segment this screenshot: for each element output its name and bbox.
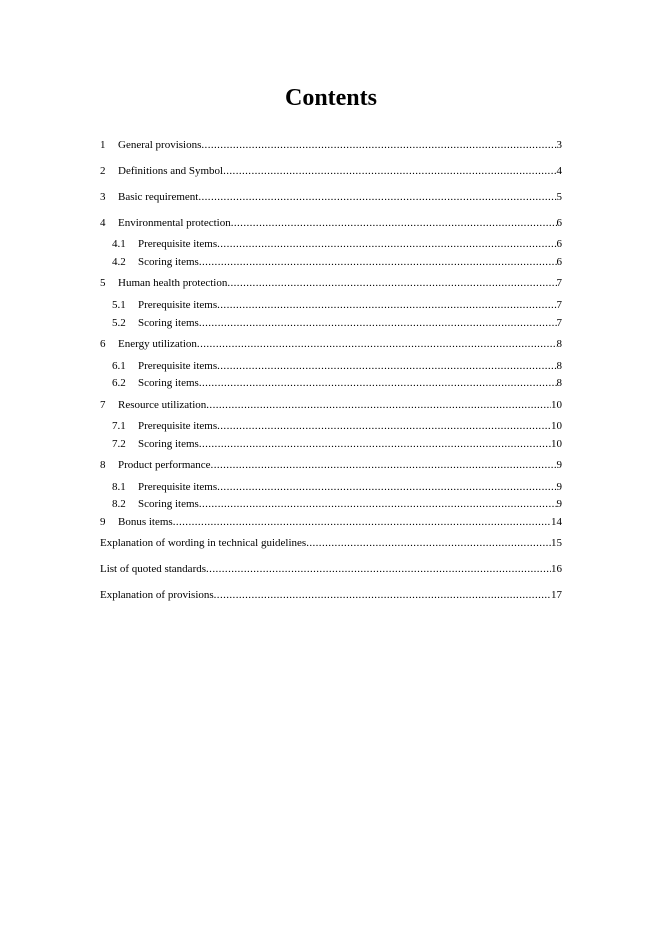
toc-dot-leader [306,536,551,550]
toc-entry-page: 14 [551,516,562,528]
toc-entry-label: Prerequisite items [138,299,218,311]
toc-entry-page: 5 [556,191,562,203]
toc-entry-page: 6 [556,238,562,250]
toc-dot-leader [217,237,556,251]
toc-entry-label: Prerequisite items [138,481,218,493]
toc-entry-label: Environmental protection [118,217,231,229]
toc-entry-label: Prerequisite items [138,360,218,372]
toc-entry-page: 7 [556,299,562,311]
toc-entry-page: 9 [556,459,562,471]
toc-entry-5[interactable] [100,276,562,290]
toc-entry-number: 3 [100,191,106,203]
toc-dot-leader [227,276,556,290]
toc-entry-label: Scoring items [138,317,199,329]
toc-dot-leader [217,480,556,494]
toc-entry-page: 7 [556,317,562,329]
toc-entry-4[interactable] [100,216,562,230]
toc-entry-number: 1 [100,139,106,151]
toc-dot-leader [217,298,556,312]
toc-entry-number: 5 [100,277,106,289]
toc-entry-number: 6.1 [112,360,126,372]
page-title: Contents [284,85,377,111]
toc-entry-page: 3 [556,139,562,151]
toc-entry-page: 10 [551,399,562,411]
toc-entry-5-1[interactable] [112,298,562,312]
toc-entry-label: Explanation of provisions [100,589,214,601]
toc-dot-leader [217,419,551,433]
toc-entry-7[interactable] [100,398,562,412]
toc-entry-label: Scoring items [138,377,199,389]
toc-entry-page: 8 [556,338,562,350]
toc-dot-leader [199,316,557,330]
toc-entry-explanation-of-provisions[interactable] [100,588,562,602]
toc-entry-page: 9 [556,498,562,510]
toc-entry-4-2[interactable] [112,255,562,269]
toc-entry-number: 8.1 [112,481,126,493]
toc-entry-page: 10 [551,420,562,432]
toc-entry-page: 7 [556,277,562,289]
toc-dot-leader [206,398,551,412]
toc-entry-label: Definitions and Symbol [118,165,224,177]
toc-entry-number: 8 [100,459,106,471]
toc-dot-leader [231,216,557,230]
toc-entry-page: 8 [556,360,562,372]
toc-dot-leader [197,337,557,351]
toc-dot-leader [217,359,556,373]
toc-entry-2[interactable] [100,164,562,178]
toc-entry-label: Energy utilization [118,338,197,350]
toc-entry-label: Prerequisite items [138,420,218,432]
toc-entry-number: 6 [100,338,106,350]
toc-entry-page: 17 [551,589,562,601]
toc-entry-number: 6.2 [112,377,126,389]
toc-entry-number: 7.1 [112,420,126,432]
toc-entry-label: Scoring items [138,498,199,510]
toc-entry-label: Prerequisite items [138,238,218,250]
toc-entry-page: 6 [556,217,562,229]
toc-entry-label: Human health protection [118,277,228,289]
toc-entry-number: 4 [100,217,106,229]
toc-dot-leader [199,255,557,269]
toc-entry-number: 8.2 [112,498,126,510]
toc-entry-8-1[interactable] [112,480,562,494]
toc-entry-number: 5.2 [112,317,126,329]
toc-entry-page: 10 [551,438,562,450]
table-of-contents [100,0,562,936]
toc-entry-page: 6 [556,256,562,268]
toc-dot-leader [214,588,551,602]
toc-entry-5-2[interactable] [112,316,562,330]
toc-entry-6-1[interactable] [112,359,562,373]
toc-dot-leader [198,190,556,204]
toc-entry-page: 15 [551,537,562,549]
toc-entry-quoted-standards[interactable] [100,562,562,576]
toc-entry-label: Basic requirement [118,191,199,203]
toc-dot-leader [199,437,551,451]
toc-entry-page: 9 [556,481,562,493]
toc-entry-number: 4.1 [112,238,126,250]
toc-entry-8-2[interactable] [112,497,562,511]
toc-entry-label: List of quoted standards [100,563,207,575]
toc-entry-7-2[interactable] [112,437,562,451]
toc-entry-4-1[interactable] [112,237,562,251]
toc-entry-label: Bonus items [118,516,173,528]
toc-entry-label: Scoring items [138,438,199,450]
toc-dot-leader [173,515,551,529]
toc-entry-number: 7.2 [112,438,126,450]
toc-entry-page: 8 [556,377,562,389]
toc-entry-6-2[interactable] [112,376,562,390]
toc-entry-1[interactable] [100,138,562,152]
toc-entry-label: Explanation of wording in technical guidelines [100,537,307,549]
toc-entry-label: Scoring items [138,256,199,268]
toc-entry-6[interactable] [100,337,562,351]
toc-entry-9[interactable] [100,515,562,529]
toc-dot-leader [199,376,557,390]
toc-entry-page: 16 [551,563,562,575]
toc-entry-8[interactable] [100,458,562,472]
toc-entry-7-1[interactable] [112,419,562,433]
toc-entry-number: 7 [100,399,106,411]
toc-entry-number: 9 [100,516,106,528]
toc-dot-leader [201,138,556,152]
toc-entry-label: Product performance [118,459,211,471]
toc-entry-page: 4 [556,165,562,177]
toc-entry-number: 5.1 [112,299,126,311]
toc-dot-leader [223,164,556,178]
toc-entry-label: General provisions [118,139,202,151]
toc-dot-leader [206,562,551,576]
toc-entry-number: 2 [100,165,106,177]
toc-entry-number: 4.2 [112,256,126,268]
toc-entry-3[interactable] [100,190,562,204]
toc-dot-leader [199,497,557,511]
toc-entry-explanation-of-wording[interactable] [100,536,562,550]
toc-entry-label: Resource utilization [118,399,207,411]
toc-dot-leader [211,458,557,472]
